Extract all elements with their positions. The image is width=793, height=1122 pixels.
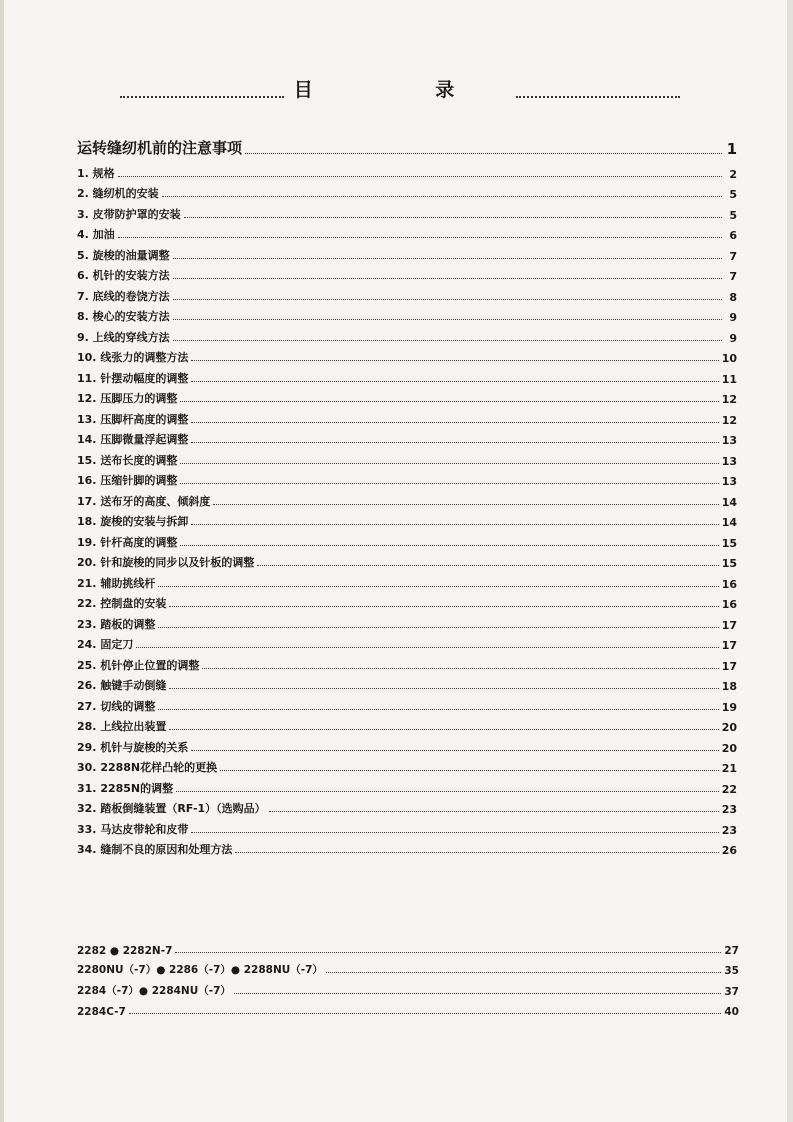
title-row: [120, 76, 680, 104]
toc-item-label: 16. 压缩针脚的调整: [77, 474, 178, 487]
section-leader: [245, 153, 722, 154]
toc-item: [77, 796, 737, 817]
toc-item: [77, 242, 737, 263]
toc-item-page: 19: [721, 700, 737, 714]
toc-item-leader: [269, 811, 719, 812]
toc-item: [77, 222, 737, 243]
toc-item-page: 21: [721, 762, 737, 775]
toc-item: [77, 263, 737, 284]
toc-item-leader: [191, 381, 718, 382]
toc-item-page: 7: [729, 249, 737, 263]
toc-item-label: 11. 针摆动幅度的调整: [77, 371, 189, 385]
scan-edge-left: [0, 0, 4, 1122]
toc-item: [77, 365, 737, 386]
toc-item-page: 15: [721, 536, 737, 550]
toc-item-page: 14: [721, 495, 737, 509]
toc-item: [77, 673, 737, 694]
title-leader-left: [120, 96, 284, 98]
toc-item-label: 8. 梭心的安装方法: [77, 310, 170, 323]
toc-item-label: 24. 固定刀: [77, 638, 134, 651]
toc-item-label: 5. 旋梭的油量调整: [77, 248, 170, 262]
toc-item: [77, 160, 737, 181]
toc-item-page: 12: [721, 393, 737, 406]
toc-item-label: 10. 线张力的调整方法: [77, 351, 189, 364]
toc-item-label: 27. 切线的调整: [77, 699, 156, 713]
toc-item-leader: [202, 668, 718, 669]
toc-item-label: 14. 压脚微量浮起调整: [77, 433, 189, 446]
toc-item-label: 18. 旋梭的安装与拆卸: [77, 515, 189, 528]
toc-item-label: 30. 2288N花样凸轮的更换: [77, 761, 218, 774]
toc-item-page: 13: [721, 454, 737, 468]
toc-item: [77, 447, 737, 468]
toc-item-leader: [169, 729, 718, 730]
toc-item-page: 9: [729, 331, 737, 345]
toc-item-leader: [180, 483, 718, 484]
model-item: [77, 977, 739, 998]
toc-item: [77, 714, 737, 735]
model-item-page: 40: [724, 1006, 739, 1018]
toc-item-label: 1. 规格: [77, 166, 115, 180]
toc-item-leader: [173, 258, 722, 259]
toc-item-leader: [176, 791, 719, 792]
toc-item-page: 9: [729, 311, 737, 324]
toc-item-leader: [191, 422, 718, 423]
page-title: 目 录: [293, 79, 513, 101]
toc-item: [77, 201, 737, 222]
model-item-page: 27: [724, 944, 739, 957]
toc-item-page: 2: [729, 167, 737, 181]
toc-item-label: 32. 踏板倒缝装置（RF-1）（选购品）: [77, 802, 266, 815]
toc-item-page: 11: [721, 372, 737, 386]
toc-item-leader: [169, 606, 718, 607]
toc-item-page: 16: [721, 598, 737, 611]
toc-item-page: 17: [721, 639, 737, 652]
toc-item-label: 33. 马达皮带轮和皮带: [77, 822, 189, 836]
toc-item-page: 14: [721, 516, 737, 529]
section-heading: [77, 138, 737, 158]
toc-item: [77, 468, 737, 489]
toc-item: [77, 652, 737, 673]
toc-item: [77, 345, 737, 366]
toc-item-label: 2. 缝纫机的安装: [77, 187, 159, 200]
toc-item: [77, 570, 737, 591]
toc-item-label: 29. 机针与旋梭的关系: [77, 740, 189, 754]
toc-item-page: 18: [721, 680, 737, 693]
title-leader-right: [516, 96, 680, 98]
toc-item-label: 26. 触键手动倒缝: [77, 679, 167, 692]
toc-item-leader: [162, 196, 722, 197]
toc-item: [77, 816, 737, 837]
toc-item-page: 16: [721, 577, 737, 591]
toc-item: [77, 509, 737, 530]
toc-item: [77, 406, 737, 427]
model-item-page: 37: [724, 985, 739, 998]
toc-item-page: 13: [721, 434, 737, 447]
toc-item-page: 17: [721, 618, 737, 632]
toc-item-leader: [191, 360, 718, 361]
scan-edge-right: [787, 0, 793, 1122]
toc-item: [77, 755, 737, 776]
toc-item-leader: [169, 688, 718, 689]
toc-item-leader: [191, 750, 718, 751]
toc-item-leader: [184, 217, 722, 218]
toc-item: [77, 386, 737, 407]
toc-item-leader: [173, 278, 722, 279]
model-item-leader: [129, 1013, 722, 1014]
model-item-leader: [234, 993, 721, 994]
toc-item-page: 20: [721, 721, 737, 734]
toc-item: [77, 591, 737, 612]
toc-item-label: 28. 上线拉出装置: [77, 720, 167, 733]
toc-item: [77, 632, 737, 653]
toc-item-label: 4. 加油: [77, 228, 115, 241]
toc-item: [77, 324, 737, 345]
toc-item-leader: [173, 340, 722, 341]
toc-item-label: 21. 辅助挑线杆: [77, 576, 156, 590]
toc-item-label: 20. 针和旋梭的同步以及针板的调整: [77, 556, 255, 569]
toc-item: [77, 550, 737, 571]
toc-item-leader: [158, 709, 718, 710]
toc-item-leader: [235, 852, 718, 853]
toc-item-page: 10: [721, 352, 737, 365]
toc-item: [77, 488, 737, 509]
toc-item-page: 13: [721, 475, 737, 488]
model-item-leader: [326, 972, 721, 973]
toc-item: [77, 304, 737, 325]
toc-item-leader: [257, 565, 718, 566]
toc-list: [77, 160, 737, 857]
toc-item-page: 23: [721, 803, 737, 816]
toc-item-label: 31. 2285N的调整: [77, 781, 174, 795]
toc-item-page: 8: [729, 290, 737, 304]
toc-item-page: 5: [729, 208, 737, 222]
toc-item-leader: [180, 545, 718, 546]
toc-item-label: 7. 底线的卷饶方法: [77, 289, 170, 303]
toc-item-label: 12. 压脚压力的调整: [77, 392, 178, 405]
model-item-label: 2284（-7）● 2284NU（-7）: [77, 984, 231, 997]
toc-item-page: 20: [721, 741, 737, 755]
model-item-page: 35: [724, 965, 739, 977]
model-item-label: 2284C-7: [77, 1006, 126, 1018]
toc-item-leader: [191, 832, 718, 833]
toc-item-page: 6: [729, 229, 737, 242]
toc-item-page: 23: [721, 823, 737, 837]
model-item-leader: [175, 952, 721, 953]
toc-item: [77, 837, 737, 858]
toc-item-page: 17: [721, 659, 737, 673]
toc-item-page: 12: [721, 413, 737, 427]
toc-item-leader: [191, 524, 718, 525]
toc-item: [77, 775, 737, 796]
toc-item-label: 3. 皮带防护罩的安装: [77, 207, 181, 221]
toc-item-label: 25. 机针停止位置的调整: [77, 658, 200, 672]
toc-item: [77, 283, 737, 304]
section-title: 运转缝纫机前的注意事项: [77, 139, 243, 157]
toc-item-label: 34. 缝制不良的原因和处理方法: [77, 843, 233, 856]
toc-item-leader: [220, 770, 719, 771]
toc-item-label: 19. 针杆高度的调整: [77, 535, 178, 549]
toc-item-leader: [173, 299, 722, 300]
toc-item-label: 15. 送布长度的调整: [77, 453, 178, 467]
toc-item-leader: [118, 237, 722, 238]
toc-item-label: 6. 机针的安装方法: [77, 269, 170, 282]
model-list: [77, 936, 739, 1018]
toc-item-leader: [136, 647, 718, 648]
toc-item: [77, 611, 737, 632]
toc-item-leader: [180, 401, 718, 402]
toc-item-label: 17. 送布牙的高度、倾斜度: [77, 494, 211, 508]
toc-item-page: 22: [721, 782, 737, 796]
toc-item-leader: [213, 504, 718, 505]
model-item: [77, 957, 739, 978]
toc-item-page: 5: [729, 188, 737, 201]
toc-item-page: 26: [721, 844, 737, 857]
toc-item-label: 9. 上线的穿线方法: [77, 330, 170, 344]
toc-item: [77, 529, 737, 550]
toc-item-label: 23. 踏板的调整: [77, 617, 156, 631]
toc-item-page: 7: [729, 270, 737, 283]
model-item-label: 2280NU（-7）● 2286（-7）● 2288NU（-7）: [77, 964, 323, 976]
model-item-label: 2282 ● 2282N-7: [77, 944, 173, 957]
toc-item-leader: [118, 176, 722, 177]
toc-item-label: 22. 控制盘的安装: [77, 597, 167, 610]
toc-item: [77, 427, 737, 448]
toc-item-leader: [158, 586, 718, 587]
model-item: [77, 998, 739, 1019]
toc-item-leader: [158, 627, 718, 628]
model-item: [77, 936, 739, 957]
toc-item-page: 15: [721, 557, 737, 570]
section-page: 1: [726, 140, 737, 158]
toc-item-label: 13. 压脚杆高度的调整: [77, 412, 189, 426]
toc-item: [77, 734, 737, 755]
toc-item-leader: [180, 463, 718, 464]
toc-item-leader: [191, 442, 718, 443]
toc-item: [77, 181, 737, 202]
toc-item: [77, 693, 737, 714]
toc-item-leader: [173, 319, 722, 320]
